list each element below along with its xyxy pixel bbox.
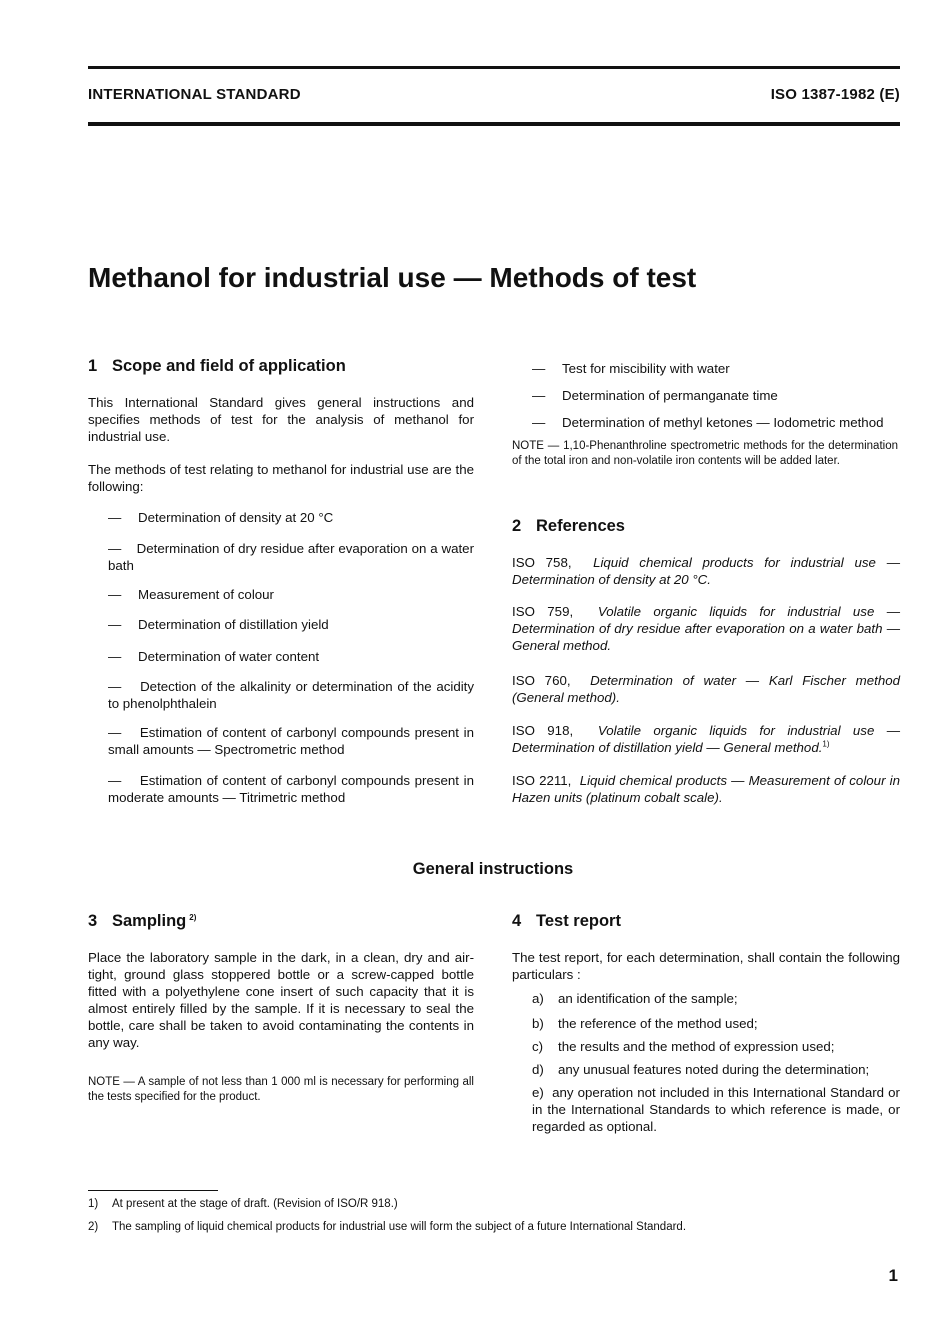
- ref-title: Determination of water — Karl Fischer method (General method).: [512, 673, 900, 705]
- method-text: Determination of dry residue after evaporation on a water bath: [108, 541, 474, 573]
- section-3-heading: [88, 912, 196, 931]
- header-right: ISO 1387-1982 (E): [770, 86, 900, 103]
- report-item: [532, 1038, 900, 1055]
- method-item: — Estimation of content of carbonyl compounds present in moderate amounts — Titrimetric method: [108, 773, 474, 805]
- section-title: Sampling: [112, 912, 187, 930]
- ref-code: ISO 758,: [512, 555, 572, 570]
- method-item: — Determination of methyl ketones — Iodometric method: [532, 415, 884, 430]
- reference-item: [512, 672, 900, 706]
- item-text: any unusual features noted during the determination;: [558, 1062, 870, 1077]
- item-label: d): [532, 1062, 544, 1077]
- header-left: INTERNATIONAL STANDARD: [88, 86, 301, 103]
- ref-title: Liquid chemical products — Measurement of colour in Hazen units (platinum cobalt scale).: [512, 773, 901, 805]
- method-text: Detection of the alkalinity or determination of the acidity to phenolphthalein: [108, 679, 475, 711]
- item-text: the reference of the method used;: [558, 1016, 758, 1031]
- report-item: [532, 1084, 900, 1135]
- reference-item: [512, 554, 900, 588]
- reference-item: [512, 603, 900, 654]
- section-number: 3: [88, 912, 98, 930]
- section-number: 1: [88, 357, 98, 375]
- note-text: NOTE — A sample of not less than 1 000 ml is necessary for performing all the tests specified for the product.: [88, 1076, 474, 1103]
- ref-title: Liquid chemical products for industrial use — Determination of density at 20 °C.: [512, 555, 901, 587]
- section-3-para: [88, 949, 474, 1051]
- ref-code: ISO 760,: [512, 673, 571, 688]
- header-rule: [88, 122, 900, 126]
- item-text: the results and the method of expression used;: [558, 1039, 835, 1054]
- footnote-number: 2): [88, 1221, 99, 1233]
- section-1-note: [512, 439, 898, 469]
- report-item: [532, 990, 900, 1007]
- item-label: e): [532, 1085, 544, 1100]
- item-label: b): [532, 1016, 544, 1031]
- item-label: c): [532, 1039, 544, 1054]
- footnote: [88, 1197, 900, 1212]
- paragraph: Place the laboratory sample in the dark, in a clean, dry and air-tight, ground glass stoppered bottle or a screw-capped bottle fitted with a polyethylene cone insert of such capacity that it is almost entirely filled by the sample. If it is necessary to seal the bottle, care shall be taken to avoid contaminating the contents in any way.: [88, 950, 474, 1050]
- report-item: [532, 1061, 900, 1078]
- method-text: Determination of water content: [138, 649, 320, 664]
- paragraph: The methods of test relating to methanol for industrial use are the following:: [88, 462, 474, 494]
- footnote-text: The sampling of liquid chemical products for industrial use will form the subject of a future International Standard.: [112, 1221, 687, 1233]
- method-text: Measurement of colour: [138, 587, 274, 602]
- method-text: Determination of distillation yield: [138, 617, 329, 632]
- section-title: Test report: [536, 912, 621, 930]
- method-text: Estimation of content of carbonyl compounds present in small amounts — Spectrometric method: [108, 725, 474, 757]
- method-text: Test for miscibility with water: [562, 361, 730, 376]
- method-item: — Determination of dry residue after evaporation on a water bath: [108, 541, 474, 573]
- ref-code: ISO 918,: [512, 723, 574, 738]
- section-4-para: [512, 949, 900, 983]
- general-instructions-heading: General instructions: [412, 860, 574, 878]
- footnote-rule: [88, 1190, 218, 1191]
- ref-title: Volatile organic liquids for industrial use — Determination of dry residue after evaporation on a water bath — General method.: [512, 604, 901, 653]
- ref-code: ISO 2211,: [512, 773, 572, 788]
- paragraph: The test report, for each determination, shall contain the following particulars :: [512, 950, 900, 982]
- section-1-para-2: [88, 461, 474, 495]
- footnote: [88, 1220, 900, 1235]
- section-3-note: [88, 1075, 474, 1105]
- method-item: — Detection of the alkalinity or determination of the acidity to phenolphthalein: [108, 679, 475, 711]
- section-1-heading: [88, 357, 346, 376]
- footnote-ref: 1): [822, 739, 830, 749]
- item-label: a): [532, 991, 544, 1006]
- method-item: — Determination of density at 20 °C: [108, 510, 334, 525]
- paragraph: This International Standard gives general instructions and specifies methods of test for the analysis of methanol for industrial use.: [88, 395, 474, 444]
- section-1-para-1: [88, 394, 474, 445]
- footnote-text: At present at the stage of draft. (Revision of ISO/R 918.): [112, 1198, 398, 1210]
- note-text: NOTE — 1,10-Phenanthroline spectrometric methods for the determination of the total iron and non-volatile iron contents will be added later.: [512, 440, 898, 467]
- method-text: Determination of permanganate time: [562, 388, 778, 403]
- top-rule: [88, 66, 900, 69]
- ref-title: Volatile organic liquids for industrial use — Determination of distillation yield — General method.: [512, 723, 901, 755]
- method-item: — Measurement of colour: [108, 587, 274, 602]
- method-text: Determination of density at 20 °C: [138, 510, 334, 525]
- method-item: — Test for miscibility with water: [532, 361, 730, 376]
- section-number: 2: [512, 517, 522, 535]
- section-title: References: [536, 517, 625, 535]
- method-item: — Estimation of content of carbonyl compounds present in small amounts — Spectrometric method: [108, 725, 474, 757]
- page-number: 1: [888, 1266, 898, 1285]
- section-number: 4: [512, 912, 522, 930]
- section-4-heading: [512, 912, 621, 931]
- section-title: Scope and field of application: [112, 357, 346, 375]
- method-text: Determination of methyl ketones — Iodometric method: [562, 415, 884, 430]
- document-title: Methanol for industrial use — Methods of test: [88, 262, 697, 293]
- reference-item: [512, 722, 900, 756]
- footnote-number: 1): [88, 1198, 99, 1210]
- method-text: Estimation of content of carbonyl compounds present in moderate amounts — Titrimetric method: [108, 773, 474, 805]
- item-text: any operation not included in this International Standard or in the International Standards to which reference is made, or regarded as optional.: [532, 1085, 900, 1134]
- item-text: an identification of the sample;: [558, 991, 738, 1006]
- section-2-heading: [512, 517, 625, 536]
- ref-code: ISO 759,: [512, 604, 574, 619]
- method-item: — Determination of distillation yield: [108, 617, 329, 632]
- footnote-ref: 2): [189, 912, 197, 922]
- method-item: — Determination of water content: [108, 649, 320, 664]
- method-item: — Determination of permanganate time: [532, 388, 778, 403]
- reference-item: [512, 772, 900, 806]
- report-item: [532, 1015, 900, 1032]
